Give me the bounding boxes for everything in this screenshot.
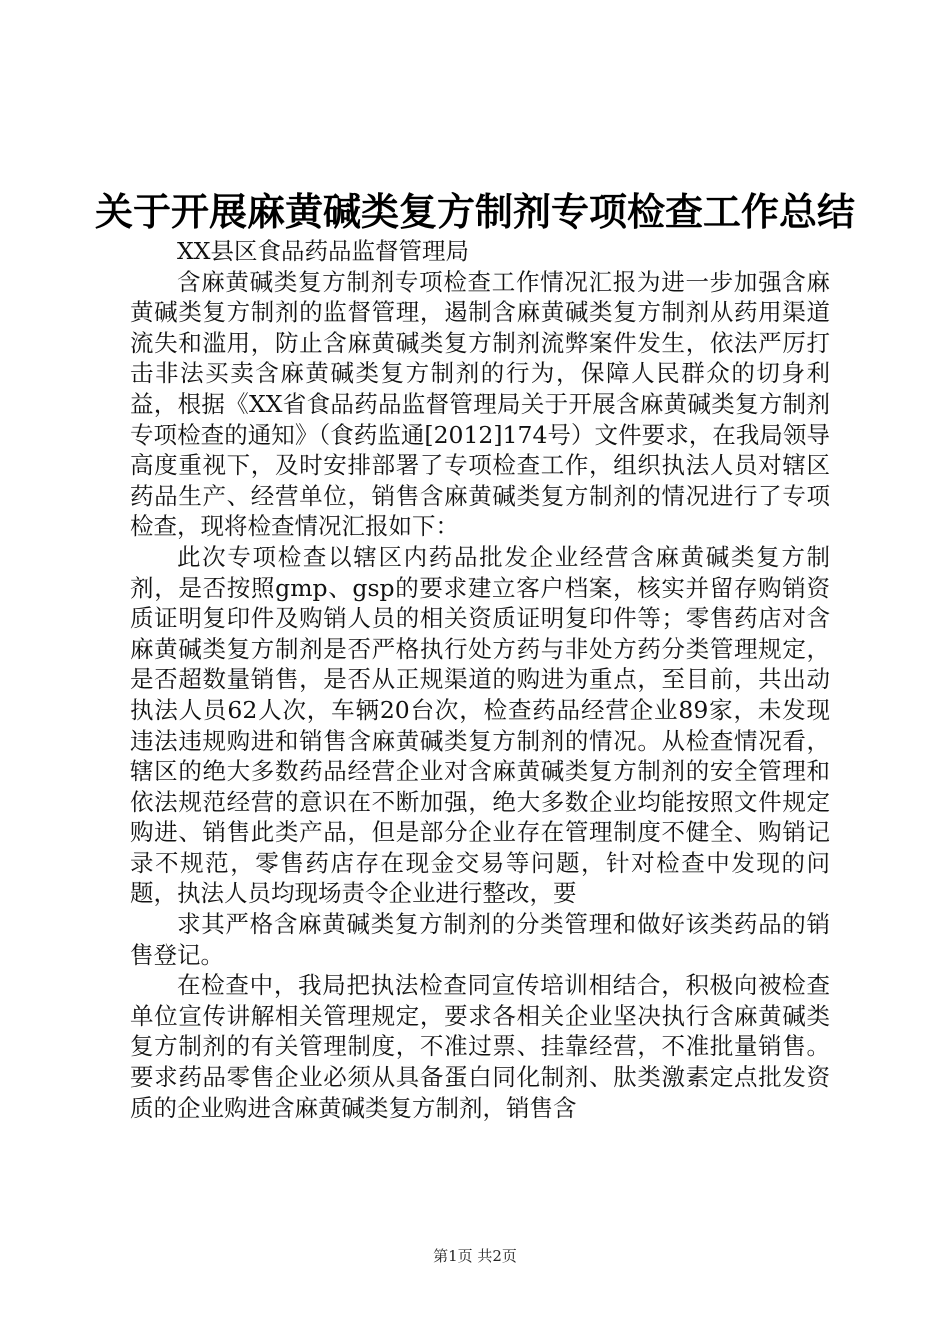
document-title: 关于开展麻黄碱类复方制剂专项检查工作总结 xyxy=(94,189,855,234)
organization-name: XX县区食品药品监督管理局 xyxy=(177,237,469,265)
paragraph-rectification: 求其严格含麻黄碱类复方制剂的分类管理和做好该类药品的销售登记。 xyxy=(130,910,830,969)
page-number-footer: 第1页 共2页 xyxy=(433,1247,517,1265)
paragraph-training: 在检查中，我局把执法检查同宣传培训相结合，积极向被检查单位宣传讲解相关管理规定，要求各相关企业坚决执行含麻黄碱类复方制剂的有关管理制度，不准过票、挂靠经营，不准批量销售。要求药品零售企业必须从具备蛋白同化制剂、肽类激素定点批发资质的企业购进含麻黄碱类复方制剂，销售含 xyxy=(130,971,830,1122)
document-body xyxy=(130,236,830,1123)
paragraph-intro: 含麻黄碱类复方制剂专项检查工作情况汇报为进一步加强含麻黄碱类复方制剂的监督管理，遏制含麻黄碱类复方制剂从药用渠道流失和滥用，防止含麻黄碱类复方制剂流弊案件发生，依法严厉打击非法买卖含麻黄碱类复方制剂的行为，保障人民群众的切身利益，根据《XX省食品药品监督管理局关于开展含麻黄碱类复方制剂专项检查的通知》（食药监通[2012]174号）文件要求，在我局领导高度重视下，及时安排部署了专项检查工作，组织执法人员对辖区药品生产、经营单位，销售含麻黄碱类复方制剂的情况进行了专项检查，现将检查情况汇报如下： xyxy=(130,267,830,541)
paragraph-inspection-scope: 此次专项检查以辖区内药品批发企业经营含麻黄碱类复方制剂，是否按照gmp、gsp的要求建立客户档案，核实并留存购销资质证明复印件及购销人员的相关资质证明复印件等；零售药店对含麻黄碱类复方制剂是否严格执行处方药与非处方药分类管理规定，是否超数量销售，是否从正规渠道的购进为重点，至目前，共出动执法人员62人次，车辆20台次，检查药品经营企业89家，未发现违法违规购进和销售含麻黄碱类复方制剂的情况。从检查情况看，辖区的绝大多数药品经营企业对含麻黄碱类复方制剂的安全管理和依法规范经营的意识在不断加强，绝大多数企业均能按照文件规定购进、销售此类产品，但是部分企业存在管理制度不健全、购销记录不规范，零售药店存在现金交易等问题，针对检查中发现的问题，执法人员均现场责令企业进行整改，要 xyxy=(130,542,830,908)
